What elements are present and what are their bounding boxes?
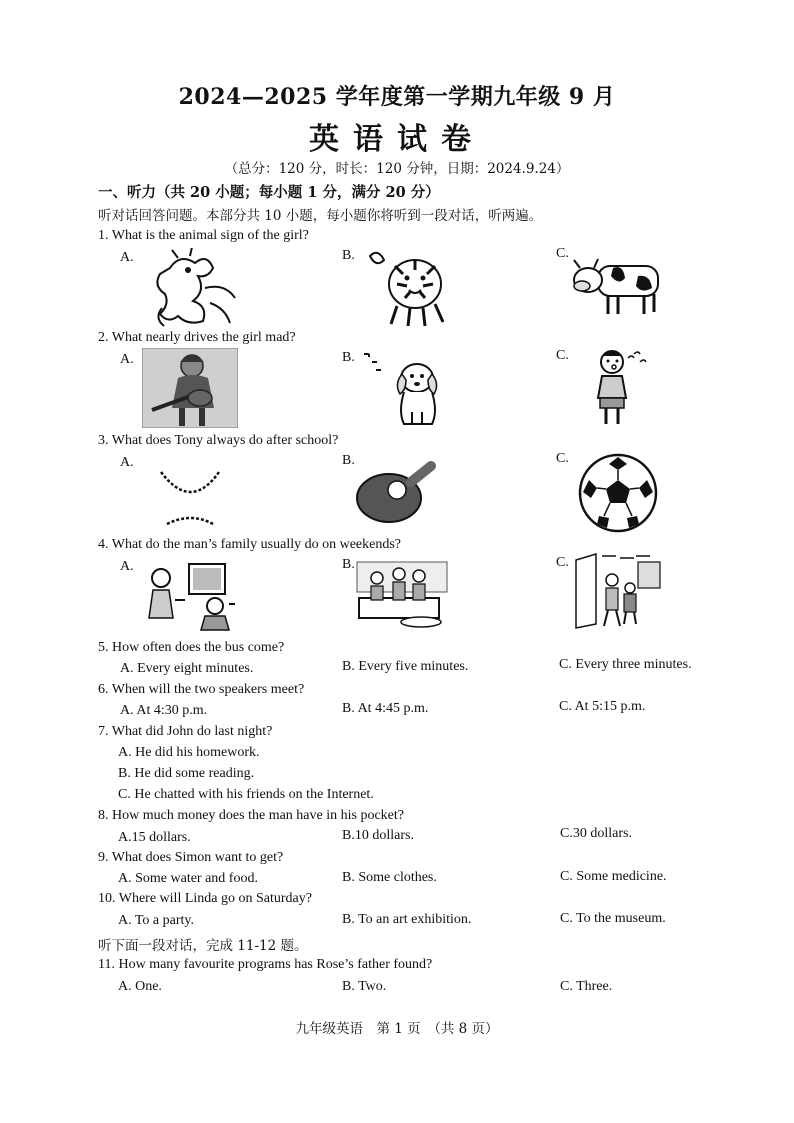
- option-label-b: B.: [342, 453, 355, 468]
- exam-title-subject: 英语试卷: [309, 122, 485, 157]
- question-2: 2. What nearly drives the girl mad?: [98, 330, 296, 345]
- option-label-a: A.: [120, 455, 134, 470]
- option-c: C.30 dollars.: [560, 826, 632, 841]
- option-b: B. At 4:45 p.m.: [342, 701, 429, 716]
- option-label-c: C.: [556, 451, 569, 466]
- tiger-picture: [365, 246, 455, 328]
- option-label-b: B.: [342, 350, 355, 365]
- option-label-a: A.: [120, 250, 134, 265]
- option-a: A. To a party.: [118, 913, 195, 928]
- option-b: B. Every five minutes.: [342, 659, 469, 674]
- question-1: 1. What is the animal sign of the girl?: [98, 228, 309, 243]
- option-c: C. Some medicine.: [560, 869, 667, 884]
- question-7: 7. What did John do last night?: [98, 724, 273, 739]
- cow-picture: [568, 252, 664, 318]
- family-street-picture: [572, 550, 664, 630]
- question-4: 4. What do the man’s family usually do on weekends?: [98, 537, 402, 552]
- exam-title-line1: 2024—2025 学年度第一学期九年级 9 月: [178, 84, 616, 110]
- option-a: A.15 dollars.: [118, 830, 191, 845]
- option-label-a: A.: [120, 352, 134, 367]
- option-a: A. One.: [118, 979, 162, 994]
- option-label-c: C.: [556, 348, 569, 363]
- option-b: B. Some clothes.: [342, 870, 437, 885]
- option-b: B.10 dollars.: [342, 828, 414, 843]
- option-label-b: B.: [342, 557, 355, 572]
- section-heading: 一、听力（共 20 小题；每小题 1 分，满分 20 分）: [98, 184, 440, 201]
- dialogue-instruction: 听下面一段对话，完成 11-12 题。: [98, 938, 308, 954]
- option-a: A. Every eight minutes.: [120, 661, 254, 676]
- question-10: 10. Where will Linda go on Saturday?: [98, 891, 312, 906]
- option-label-c: C.: [556, 555, 569, 570]
- page-footer: 九年级英语 第 1 页 （共 8 页）: [295, 1021, 499, 1037]
- exam-info: （总分：120 分，时长：120 分钟，日期：2024.9.24）: [224, 161, 570, 177]
- whistling-boy-picture: [584, 348, 654, 428]
- option-c: C. Every three minutes.: [559, 657, 692, 672]
- option-b: B. He did some reading.: [118, 766, 255, 781]
- family-tv-picture: [145, 560, 239, 632]
- option-a: A. At 4:30 p.m.: [120, 703, 208, 718]
- baseball-picture: [155, 468, 225, 530]
- question-11: 11. How many favourite programs has Rose’s father found?: [98, 957, 433, 972]
- family-sofa-picture: [355, 558, 451, 630]
- question-8: 8. How much money does the man have in his pocket?: [98, 808, 404, 823]
- option-b: B. Two.: [342, 979, 387, 994]
- option-c: C. Three.: [560, 979, 613, 994]
- guitar-player-picture: [142, 348, 238, 428]
- option-c: C. To the museum.: [560, 911, 666, 926]
- section-instruction: 听对话回答问题。本部分共 10 小题，每小题你将听到一段对话，听两遍。: [98, 208, 543, 224]
- option-label-b: B.: [342, 248, 355, 263]
- option-c: C. He chatted with his friends on the Internet.: [118, 787, 374, 802]
- option-a: A. Some water and food.: [118, 871, 258, 886]
- option-label-c: C.: [556, 246, 569, 261]
- option-label-a: A.: [120, 559, 134, 574]
- ping-pong-paddle-picture: [355, 460, 437, 526]
- option-b: B. To an art exhibition.: [342, 912, 472, 927]
- barking-dog-picture: [362, 352, 452, 428]
- question-9: 9. What does Simon want to get?: [98, 850, 284, 865]
- question-3: 3. What does Tony always do after school?: [98, 433, 339, 448]
- question-6: 6. When will the two speakers meet?: [98, 682, 305, 697]
- dragon-picture: [150, 248, 240, 328]
- question-5: 5. How often does the bus come?: [98, 640, 285, 655]
- soccer-ball-picture: [577, 452, 659, 534]
- option-a: A. He did his homework.: [118, 745, 260, 760]
- option-c: C. At 5:15 p.m.: [559, 699, 646, 714]
